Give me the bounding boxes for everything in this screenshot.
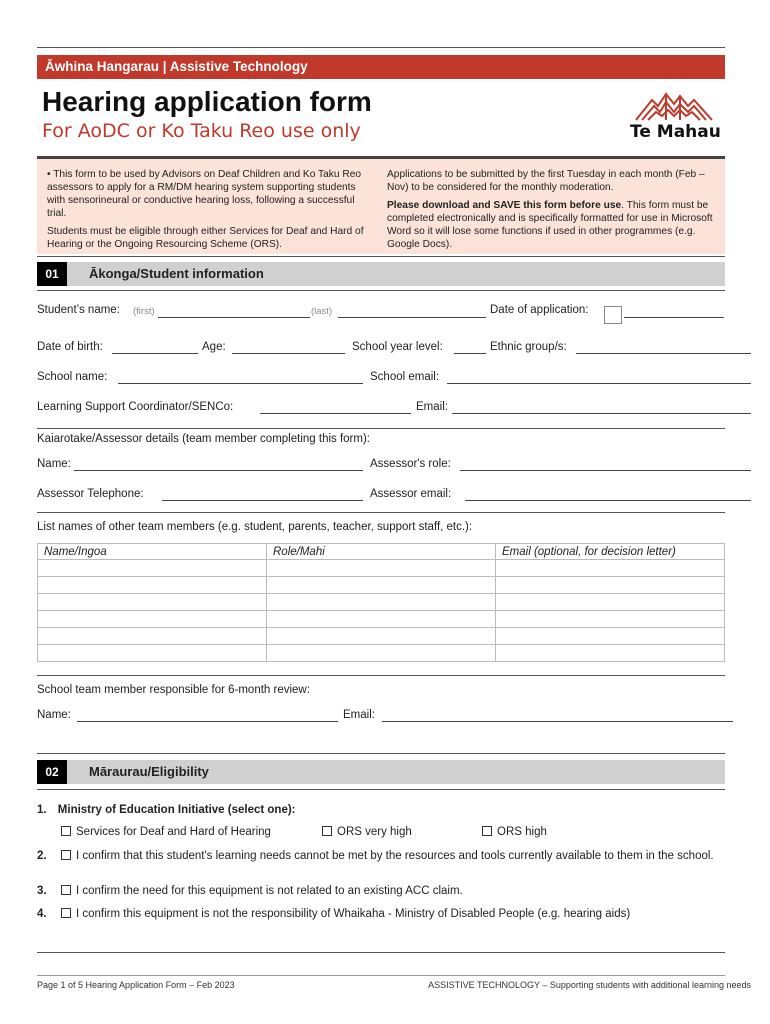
review-label: School team member responsible for 6-month review: — [37, 684, 310, 696]
option-sdhh-label: Services for Deaf and Hard of Hearing — [76, 826, 271, 838]
assessor-name-label: Name: — [37, 458, 71, 470]
info-download-bold: Please download and SAVE this form before use — [387, 200, 622, 211]
question-3-number: 3. — [37, 885, 47, 897]
table-row — [38, 577, 725, 594]
school-name-input[interactable] — [118, 383, 363, 384]
section-02-bar — [37, 760, 725, 784]
table-row — [38, 645, 725, 662]
review-email-label: Email: — [343, 709, 375, 721]
question-3 — [37, 885, 463, 897]
banner: Āwhina Hangarau | Assistive Technology — [37, 55, 725, 79]
table-cell[interactable] — [267, 560, 496, 577]
logo-text: Te Mahau — [630, 122, 721, 142]
footer-left: Page 1 of 5 Hearing Application Form – Feb 2023 — [37, 980, 235, 990]
section-rule — [37, 256, 725, 257]
assessor-name-input[interactable] — [74, 470, 363, 471]
section-01-bar — [37, 262, 725, 286]
team-members-table — [37, 543, 725, 662]
section-rule — [37, 753, 725, 754]
question-1-text: Ministry of Education Initiative (select one): — [57, 804, 296, 816]
divider — [37, 952, 725, 953]
info-submission: Applications to be submitted by the first Tuesday in each month (Feb – Nov) to be considered for the monthly moderation. — [387, 169, 705, 193]
ethnic-group-label: Ethnic group/s: — [490, 341, 567, 353]
col-email-header: Email (optional, for decision letter) — [496, 544, 725, 560]
assessor-role-input[interactable] — [460, 470, 751, 471]
section-01-title: Ākonga/Student information — [89, 266, 264, 281]
assessor-email-label: Assessor email: — [370, 488, 452, 500]
question-3-text: I confirm the need for this equipment is not related to an existing ACC claim. — [76, 885, 463, 897]
checkbox[interactable] — [61, 850, 71, 860]
page-title: Hearing application form — [42, 86, 372, 117]
info-box — [37, 156, 725, 254]
divider — [37, 428, 725, 429]
ethnic-group-input[interactable] — [576, 353, 751, 354]
table-cell[interactable] — [496, 611, 725, 628]
first-name-input[interactable] — [158, 317, 310, 318]
section-rule — [37, 290, 725, 291]
school-email-label: School email: — [370, 371, 440, 383]
review-email-input[interactable] — [382, 721, 733, 722]
option-sdhh[interactable] — [61, 826, 271, 838]
lsc-label: Learning Support Coordinator/SENCo: — [37, 401, 234, 413]
table-cell[interactable] — [267, 594, 496, 611]
school-year-label: School year level: — [352, 341, 443, 353]
students-name-label: Student’s name: — [37, 304, 120, 316]
col-name-header: Name/Ingoa — [38, 544, 267, 560]
divider — [37, 512, 725, 513]
table-cell[interactable] — [38, 628, 267, 645]
info-download — [387, 199, 719, 251]
checkbox[interactable] — [322, 826, 332, 836]
assessor-role-label: Assessor's role: — [370, 458, 451, 470]
dob-label: Date of birth: — [37, 341, 103, 353]
table-cell[interactable] — [38, 594, 267, 611]
assessor-telephone-label: Assessor Telephone: — [37, 488, 144, 500]
checkbox[interactable] — [482, 826, 492, 836]
date-picker-box[interactable] — [604, 306, 622, 324]
section-rule — [37, 789, 725, 790]
table-header-row — [38, 544, 725, 560]
table-row — [38, 628, 725, 645]
table-cell[interactable] — [267, 577, 496, 594]
assessor-email-input[interactable] — [465, 500, 751, 501]
question-2-text: I confirm that this student's learning needs cannot be met by the resources and tools currently available to them in the school. — [76, 850, 714, 862]
table-cell[interactable] — [267, 645, 496, 662]
first-name-placeholder: (first) — [133, 306, 155, 317]
section-02-number: 02 — [37, 760, 67, 784]
school-email-input[interactable] — [447, 383, 751, 384]
table-row — [38, 560, 725, 577]
question-2 — [37, 849, 737, 864]
option-ors-very-high-label: ORS very high — [337, 826, 412, 838]
assessor-telephone-input[interactable] — [162, 500, 363, 501]
table-cell[interactable] — [496, 560, 725, 577]
checkbox[interactable] — [61, 885, 71, 895]
page-subtitle: For AoDC or Ko Taku Reo use only — [42, 120, 361, 142]
age-label: Age: — [202, 341, 226, 353]
question-4-number: 4. — [37, 908, 47, 920]
date-of-application-input[interactable] — [624, 317, 724, 318]
table-row — [38, 594, 725, 611]
table-row — [38, 611, 725, 628]
footer-rule — [37, 975, 725, 976]
table-cell[interactable] — [267, 628, 496, 645]
lsc-email-label: Email: — [416, 401, 448, 413]
col-role-header: Role/Mahi — [267, 544, 496, 560]
info-download-text: . This form must be completed electronically and is specifically formatted for use in Microsoft Word so it will lose some functions if used in other programmes (e.g. Google Docs). — [387, 200, 713, 250]
info-usage: • This form to be used by Advisors on Deaf Children and Ko Taku Reo assessors to apply for a RM/DM hearing system supporting students with sensorineural or conductive hearing loss, following a successful trial. — [47, 169, 362, 219]
question-4 — [37, 908, 630, 920]
section-02-title: Māraurau/Eligibility — [89, 764, 209, 779]
last-name-input[interactable] — [338, 317, 486, 318]
school-year-input[interactable] — [454, 353, 486, 354]
table-cell[interactable] — [496, 594, 725, 611]
table-cell[interactable] — [496, 645, 725, 662]
review-name-label: Name: — [37, 709, 71, 721]
question-1-number: 1. — [37, 804, 47, 816]
table-cell[interactable] — [496, 577, 725, 594]
divider — [37, 675, 725, 676]
team-members-label: List names of other team members (e.g. student, parents, teacher, support staff, etc.): — [37, 521, 473, 533]
lsc-input[interactable] — [260, 413, 411, 414]
age-input[interactable] — [232, 353, 345, 354]
review-name-input[interactable] — [77, 721, 338, 722]
checkbox[interactable] — [61, 826, 71, 836]
question-1 — [37, 804, 296, 816]
table-cell[interactable] — [267, 611, 496, 628]
table-cell[interactable] — [38, 611, 267, 628]
table-cell[interactable] — [38, 645, 267, 662]
checkbox[interactable] — [61, 908, 71, 918]
option-ors-high-label: ORS high — [497, 826, 547, 838]
question-4-text: I confirm this equipment is not the responsibility of Whaikaha - Ministry of Disabled People (e.g. hearing aids) — [76, 908, 631, 920]
table-cell[interactable] — [496, 628, 725, 645]
option-ors-very-high[interactable] — [322, 826, 412, 838]
date-of-application-label: Date of application: — [490, 304, 589, 316]
section-01-number: 01 — [37, 262, 67, 286]
dob-input[interactable] — [112, 353, 198, 354]
info-eligibility: Students must be eligible through either Services for Deaf and Hard of Hearing or the Ongoing Resourcing Scheme (ORS). — [47, 226, 364, 250]
last-name-placeholder: (last) — [311, 306, 333, 317]
table-cell[interactable] — [38, 560, 267, 577]
lsc-email-input[interactable] — [452, 413, 751, 414]
option-ors-high[interactable] — [482, 826, 547, 838]
assessor-details-label: Kaiarotake/Assessor details (team member completing this form): — [37, 433, 370, 445]
school-name-label: School name: — [37, 371, 108, 383]
footer-right: ASSISTIVE TECHNOLOGY – Supporting students with additional learning needs — [428, 980, 751, 990]
top-rule — [37, 47, 725, 48]
table-cell[interactable] — [38, 577, 267, 594]
question-2-number: 2. — [37, 850, 47, 862]
